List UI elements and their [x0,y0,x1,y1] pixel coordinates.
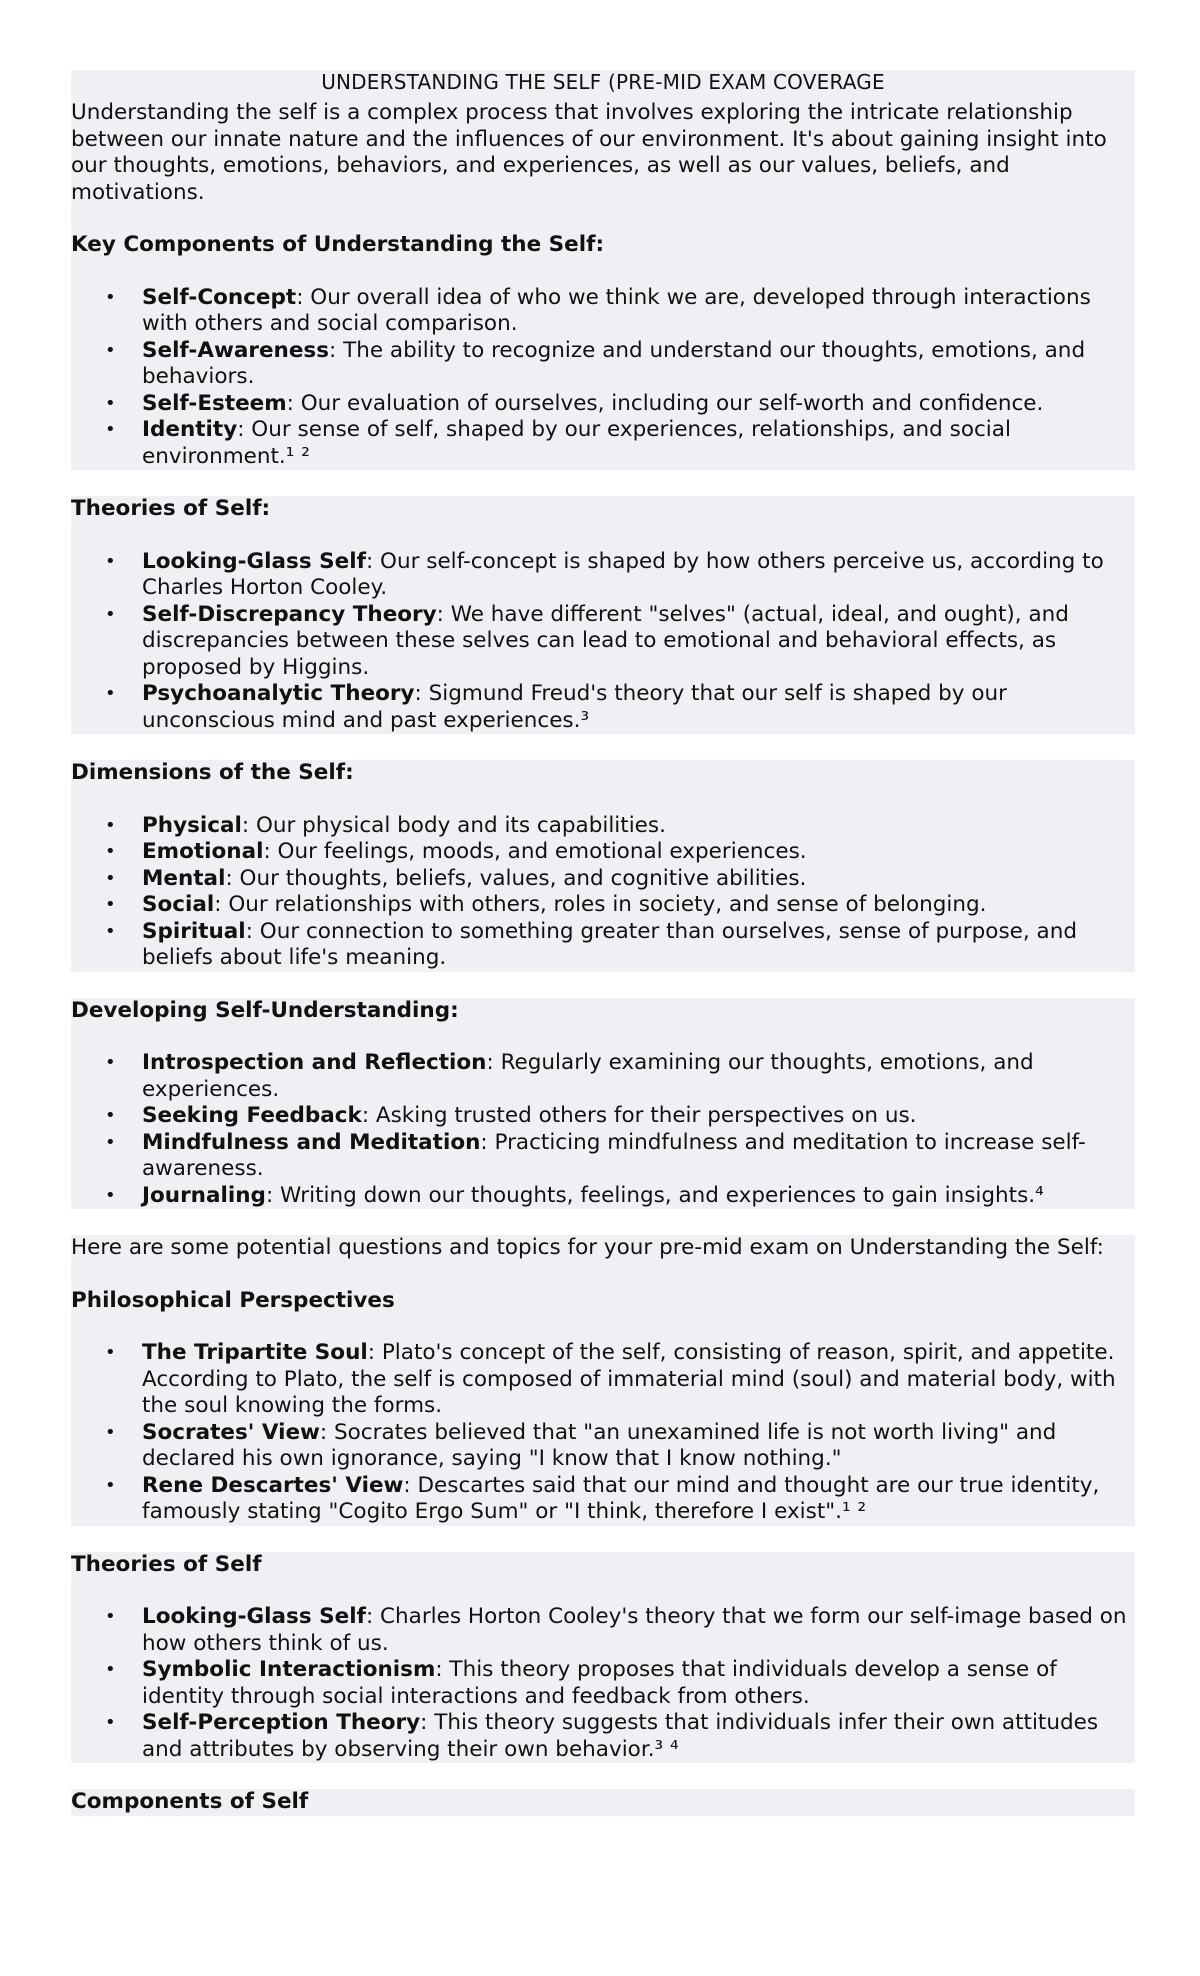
bullet-list-container [71,1340,1135,1552]
list-item [71,892,1135,919]
list-item-term: Symbolic Interactionism [142,1657,436,1682]
list-item [71,1657,1135,1710]
bullet-icon: • [105,920,116,942]
list-item-text: : Socrates believed that "an unexamined life is not worth living" and declared his own ignorance, saying "I know that I know nothing." [142,1419,1057,1471]
list-item [71,1473,1135,1526]
bullet-icon: • [105,1606,116,1627]
bullet-icon: • [105,1184,116,1206]
list-item-term: Social [142,892,215,917]
sections-part-2 [71,1288,1135,1790]
list-item-text: : Regularly examining our thoughts, emotions, and experiences. [142,1050,1034,1102]
bullet-icon: • [105,683,116,704]
list-item-text: : Our connection to something greater than ourselves, sense of purpose, and beliefs about life's meaning. [142,918,1077,970]
bullet-icon: • [105,1421,116,1443]
bullet-list-container [71,813,1135,998]
list-item [71,391,1135,418]
bullet-icon: • [105,1474,116,1496]
list-item [71,417,1135,470]
list-item [71,1050,1135,1103]
bullet-list-container [71,285,1135,497]
list-item-text: : This theory suggests that individuals infer their own attitudes and attributes by observing their own behavior.³ ⁴ [142,1710,1099,1762]
list-item-term: Rene Descartes' View [142,1472,404,1498]
list-item [71,1103,1135,1130]
list-item-text: : Our overall idea of who we think we are, developed through interactions with others and social comparison. [142,284,1091,336]
bullet-icon: • [105,286,116,308]
list-item-term: Identity [142,417,238,442]
list-item-term: Looking-Glass Self [142,548,366,574]
list-item-term: Psychoanalytic Theory [142,681,415,706]
bullet-icon: • [105,392,116,414]
intro-paragraph: Understanding the self is a complex process that involves exploring the intricate relationship between our innate nature and the influences of our environment. It's about gaining insight into our thoughts, emotions, behaviors, and experiences, as well as our values, beliefs, and motivations. [71,100,1135,232]
list-item-term: Socrates' View [142,1419,320,1445]
list-item-term: Self-Discrepancy Theory [142,601,437,627]
list-item-term: Mental [142,865,226,891]
list-item-text: : This theory proposes that individuals develop a sense of identity through social interactions and feedback from others. [142,1657,1057,1709]
section-heading-key-components-of-understanding-the-self: Key Components of Understanding the Self: [71,232,1135,285]
bullet-icon: • [105,1659,116,1680]
section-heading-philosophical-perspectives: Philosophical Perspectives [71,1288,1135,1341]
list-item [71,602,1135,682]
list-item-term: Self-Esteem [142,390,287,416]
list-item-text: : We have different "selves" (actual, ideal, and ought), and discrepancies between these selves can lead to emotional and behavioral effects, as proposed by Higgins. [142,601,1069,680]
bullet-icon: • [105,1105,116,1126]
list-item-term: Looking-Glass Self [142,1604,366,1629]
list-item [71,338,1135,391]
list-item-text: : Our thoughts, beliefs, values, and cognitive abilities. [225,865,807,891]
list-item-term: Journaling [142,1182,266,1208]
list-item-term: Physical [142,812,242,838]
bullet-list-container [71,549,1135,761]
list-item [71,866,1135,893]
list-item-term: Self-Awareness [142,337,330,363]
bullet-icon: • [105,419,116,440]
list-item-text: : Our physical body and its capabilities. [241,812,666,838]
transition-paragraph: Here are some potential questions and topics for your pre-mid exam on Understanding the Self: [71,1235,1135,1288]
bullet-icon: • [105,603,116,625]
list-item [71,549,1135,602]
list-item-term: Self-Perception Theory [142,1710,421,1735]
bullet-icon: • [105,894,116,915]
list-item-text: : Asking trusted others for their perspectives on us. [361,1103,917,1128]
list-item-text: : Descartes said that our mind and thought are our true identity, famously stating "Cogito Ergo Sum" or "I think, therefore I exist".¹ ² [142,1472,1100,1524]
list-item [71,285,1135,338]
list-item-text: : Our evaluation of ourselves, including our self-worth and confidence. [286,390,1044,416]
bullet-icon: • [105,550,116,572]
list-item [71,1340,1135,1420]
list-item [71,1130,1135,1183]
list-item-text: : Charles Horton Cooley's theory that we form our self-image based on how others think of us. [142,1604,1127,1656]
list-item-text: : Practicing mindfulness and meditation to increase self-awareness. [142,1129,1086,1181]
bullet-list [71,813,1135,972]
bullet-list [71,1050,1135,1209]
bullet-list [71,1604,1135,1763]
bullet-icon: • [105,339,116,361]
list-item-term: Seeking Feedback [142,1103,362,1128]
bullet-list [71,285,1135,471]
list-item-text: : Plato's concept of the self, consisting of reason, spirit, and appetite. According to Plato, the self is composed of immaterial mind (soul) and material body, with the soul knowing the forms. [142,1340,1116,1418]
section-heading-dimensions-of-the-self: Dimensions of the Self: [71,760,1135,813]
bullet-icon: • [105,1712,116,1733]
bullet-icon: • [105,1131,116,1153]
list-item [71,1420,1135,1473]
list-item-text: : The ability to recognize and understand our thoughts, emotions, and behaviors. [142,337,1086,389]
list-item-term: The Tripartite Soul [142,1340,368,1365]
document-title: UNDERSTANDING THE SELF (PRE-MID EXAM COVERAGE [71,70,1135,100]
list-item-term: Self-Concept [142,284,297,310]
bullet-icon: • [105,841,116,862]
sections-part-1 [71,232,1135,1235]
section-heading-theories-of-self: Theories of Self [71,1552,1135,1605]
document-page [71,70,1135,1816]
list-item [71,1183,1135,1210]
bullet-list [71,549,1135,735]
bullet-icon: • [105,1052,116,1073]
list-item-text: : Our feelings, moods, and emotional experiences. [263,839,807,864]
bullet-list-container [71,1604,1135,1789]
bullet-icon: • [105,1342,116,1363]
list-item-text: : Writing down our thoughts, feelings, and experiences to gain insights.⁴ [265,1182,1044,1208]
section-heading-components-of-self: Components of Self [71,1789,1135,1816]
list-item-term: Emotional [142,839,264,864]
list-item-text: : Our self-concept is shaped by how others perceive us, according to Charles Horton Cooley. [142,548,1104,600]
list-item-term: Mindfulness and Meditation [142,1129,481,1155]
list-item [71,1710,1135,1763]
list-item-term: Spiritual [142,918,246,944]
bullet-icon: • [105,867,116,889]
list-item-text: : Sigmund Freud's theory that our self is shaped by our unconscious mind and past experiences.³ [142,681,1007,733]
list-item-term: Introspection and Reflection [142,1050,487,1075]
bullet-list-container [71,1050,1135,1235]
list-item [71,681,1135,734]
bullet-icon: • [105,814,116,836]
list-item [71,813,1135,840]
section-heading-theories-of-self: Theories of Self: [71,496,1135,549]
list-item [71,1604,1135,1657]
bullet-list [71,1340,1135,1526]
list-item-text: : Our relationships with others, roles in society, and sense of belonging. [214,892,987,917]
list-item [71,919,1135,972]
list-item [71,839,1135,866]
section-heading-developing-self-understanding: Developing Self-Understanding: [71,998,1135,1051]
list-item-text: : Our sense of self, shaped by our experiences, relationships, and social environment.¹ ² [142,417,1011,469]
